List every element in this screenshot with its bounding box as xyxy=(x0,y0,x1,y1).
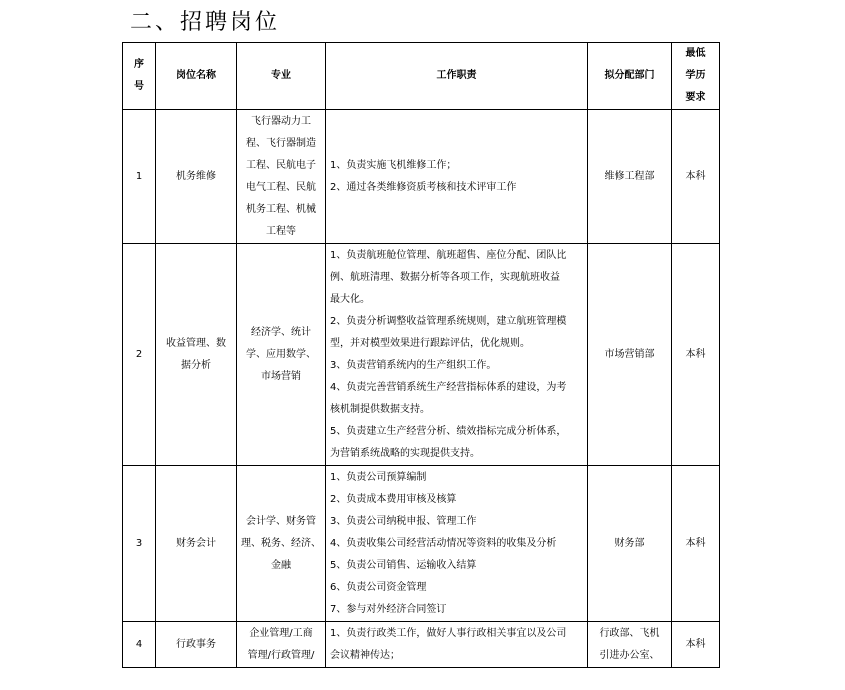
cell-no: 3 xyxy=(123,466,156,622)
table-row xyxy=(123,466,720,622)
cell-position: 财务会计 xyxy=(156,466,237,622)
cell-duties: 1、负责公司预算编制 2、负责成本费用审核及核算 3、负责公司纳税申报、管理工作 4、负责收集公司经营活动情况等资料的收集及分析 5、负责公司销售、运输收入结算 6、负责公司资金管理 7、参与对外经济合同签订 xyxy=(326,466,588,622)
header-duties: 工作职责 xyxy=(326,43,588,110)
cell-major: 经济学、统计 学、应用数学、 市场营销 xyxy=(237,244,326,466)
header-no: 序 号 xyxy=(123,43,156,110)
recruitment-table xyxy=(122,42,720,668)
header-department: 拟分配部门 xyxy=(588,43,672,110)
cell-duties: 1、负责航班舱位管理、航班超售、座位分配、团队比 例、航班清理、数据分析等各项工作，实现航班收益 最大化。 2、负责分析调整收益管理系统规则，建立航班管理模 型，并对模型效果进行跟踪评估，优化规则。 3、负责营销系统内的生产组织工作。 4、负责完善营销系统生产经营指标体系的建设，为考 核机制提供数据支持。 5、负责建立生产经营分析、绩效指标完成分析体系， 为营销系统战略的实现提供支持。 xyxy=(326,244,588,466)
cell-no: 1 xyxy=(123,110,156,244)
cell-department: 维修工程部 xyxy=(588,110,672,244)
table-header-row xyxy=(123,43,720,110)
header-education: 最低 学历 要求 xyxy=(672,43,720,110)
table-row xyxy=(123,622,720,668)
cell-no: 4 xyxy=(123,622,156,668)
cell-major: 企业管理/工商 管理/行政管理/ xyxy=(237,622,326,668)
cell-duties: 1、负责实施飞机维修工作； 2、通过各类维修资质考核和技术评审工作 xyxy=(326,110,588,244)
header-position: 岗位名称 xyxy=(156,43,237,110)
table-row xyxy=(123,110,720,244)
header-major: 专业 xyxy=(237,43,326,110)
cell-position: 机务维修 xyxy=(156,110,237,244)
cell-education: 本科 xyxy=(672,244,720,466)
cell-education: 本科 xyxy=(672,466,720,622)
cell-department: 行政部、飞机 引进办公室、 xyxy=(588,622,672,668)
cell-no: 2 xyxy=(123,244,156,466)
cell-education: 本科 xyxy=(672,110,720,244)
cell-department: 财务部 xyxy=(588,466,672,622)
table-row xyxy=(123,244,720,466)
cell-department: 市场营销部 xyxy=(588,244,672,466)
cell-major: 飞行器动力工 程、飞行器制造 工程、民航电子 电气工程、民航 机务工程、机械 工程等 xyxy=(237,110,326,244)
cell-position: 行政事务 xyxy=(156,622,237,668)
cell-position: 收益管理、数 据分析 xyxy=(156,244,237,466)
cell-major: 会计学、财务管 理、税务、经济、 金融 xyxy=(237,466,326,622)
cell-duties: 1、负责行政类工作，做好人事行政相关事宜以及公司 会议精神传达； xyxy=(326,622,588,668)
cell-education: 本科 xyxy=(672,622,720,668)
section-heading: 二、招聘岗位 xyxy=(130,10,281,35)
